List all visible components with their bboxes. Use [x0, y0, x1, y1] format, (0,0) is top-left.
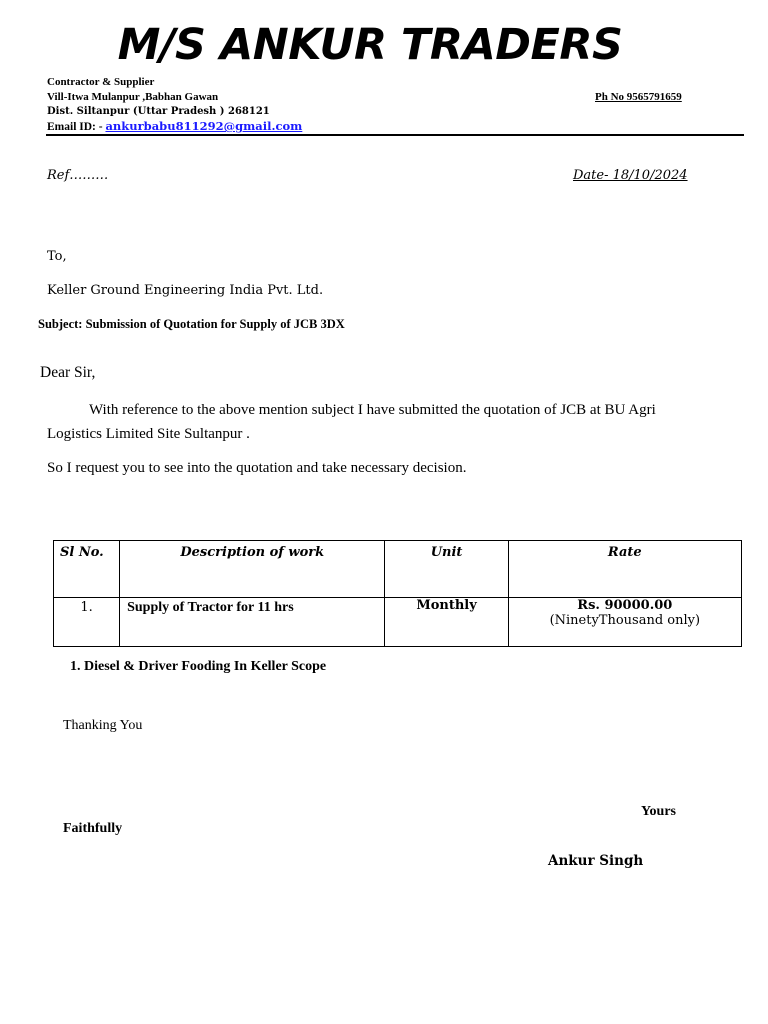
rate-amount: Rs. 90000.00	[577, 598, 673, 613]
company-role: Contractor & Supplier	[47, 76, 155, 88]
cell-rate	[508, 598, 741, 647]
body-paragraph-1-line-1: With reference to the above mention subject I have submitted the quotation of JCB at BU Agri	[89, 402, 656, 418]
phone-number: Ph No 9565791659	[595, 91, 682, 103]
recipient-company: Keller Ground Engineering India Pvt. Ltd.	[47, 283, 324, 298]
header-rate: Rate	[508, 541, 741, 598]
cell-unit: Monthly	[385, 598, 508, 647]
note-item: 1. Diesel & Driver Fooding In Keller Scope	[70, 659, 327, 674]
body-paragraph-2: So I request you to see into the quotation and take necessary decision.	[47, 460, 467, 476]
thanking-you: Thanking You	[63, 718, 143, 733]
cell-sl-no: 1.	[54, 598, 120, 647]
address-line-2: Dist. Siltanpur (Uttar Pradesh ) 268121	[47, 106, 270, 117]
closing-faithfully: Faithfully	[63, 821, 123, 836]
signer-name: Ankur Singh	[548, 853, 644, 869]
reference: Ref………	[47, 168, 109, 183]
letter-date: Date- 18/10/2024	[573, 168, 688, 183]
header-unit: Unit	[385, 541, 508, 598]
subject-line: Subject: Submission of Quotation for Supply of JCB 3DX	[38, 317, 345, 331]
greeting: Dear Sir,	[40, 364, 96, 381]
closing-yours: Yours	[641, 804, 677, 819]
email-label: Email ID: -	[47, 121, 106, 133]
header-sl-no: Sl No.	[54, 541, 120, 598]
table-row	[54, 598, 742, 647]
company-name: M/S ANKUR TRADERS	[117, 20, 623, 70]
email-link[interactable]: ankurbabu811292@gmail.com	[105, 119, 303, 133]
body-paragraph-1-line-2: Logistics Limited Site Sultanpur .	[47, 426, 250, 442]
rate-in-words: (NinetyThousand only)	[549, 613, 701, 628]
table-header-row	[54, 541, 742, 598]
address-line-1: Vill-Itwa Mulanpur ,Babhan Gawan	[47, 91, 219, 103]
to-salutation: To,	[47, 249, 67, 264]
cell-description: Supply of Tractor for 11 hrs	[120, 598, 385, 647]
header-divider	[46, 134, 744, 136]
email-line	[47, 119, 302, 133]
quotation-table	[53, 540, 742, 647]
header-description: Description of work	[120, 541, 385, 598]
